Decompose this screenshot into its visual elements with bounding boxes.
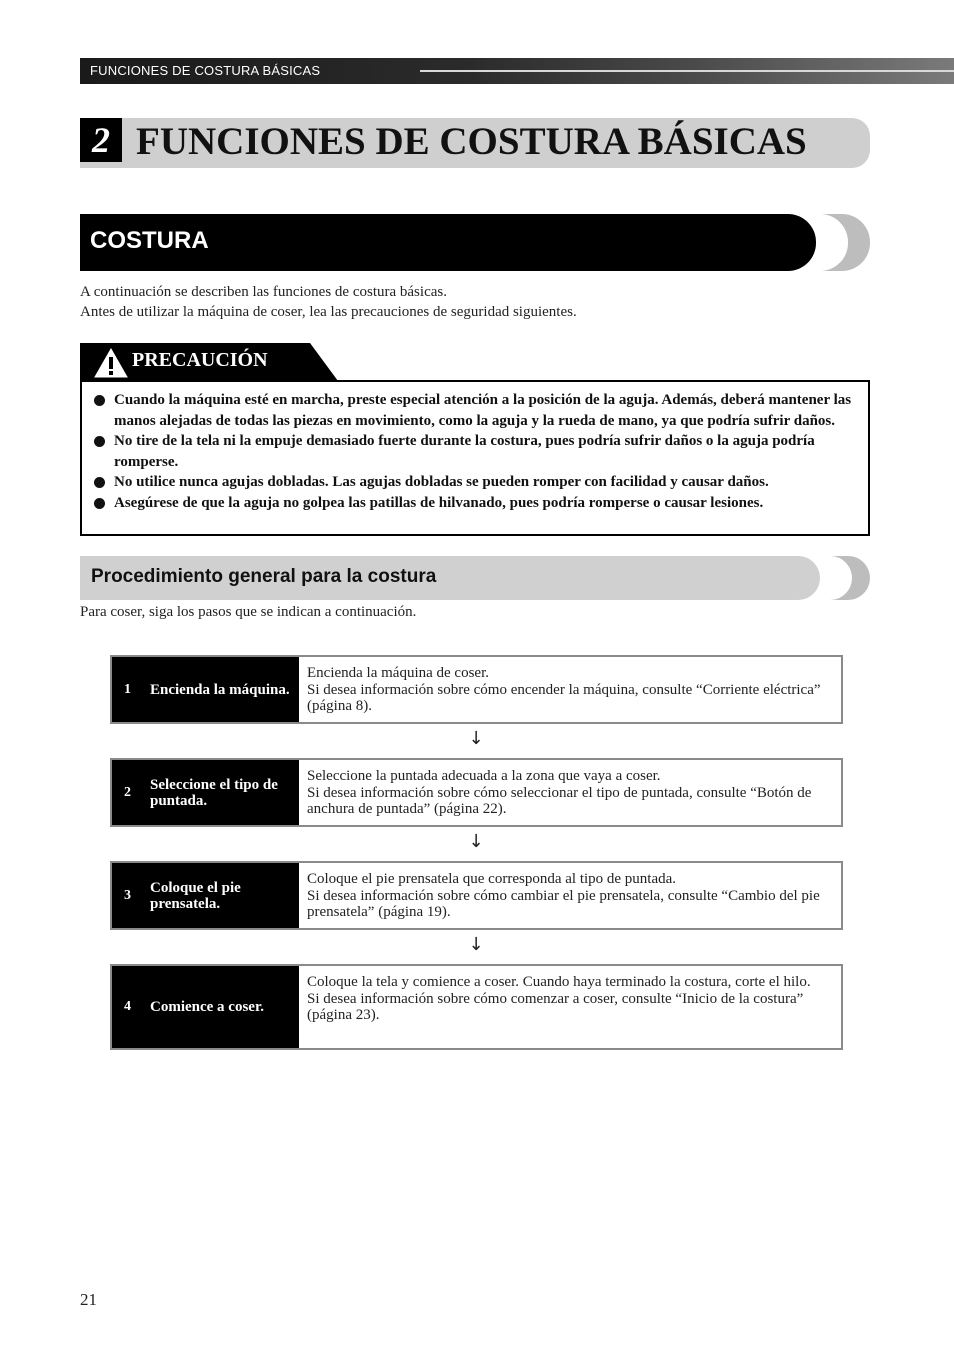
subsection-bar — [80, 556, 820, 600]
page-number: 21 — [80, 1290, 97, 1309]
step-line: Encienda la máquina de coser. — [307, 665, 490, 681]
section-header — [80, 214, 870, 271]
down-arrow-icon: ↓ — [468, 934, 484, 955]
subsection-intro: Para coser, siga los pasos que se indican a continuación. — [80, 604, 417, 620]
chapter-number: 2 — [80, 118, 122, 162]
step-header — [112, 657, 299, 722]
step-title: Seleccione el tipo de puntada. — [150, 776, 278, 809]
step-number: 1 — [124, 681, 131, 697]
step-header — [112, 863, 299, 928]
bullet-icon — [94, 436, 105, 447]
bullet-icon — [94, 395, 105, 406]
step-title: Comience a coser. — [150, 999, 264, 1015]
subsection-title: Procedimiento general para la costura — [91, 566, 437, 587]
step-description — [307, 768, 833, 818]
step-line: Seleccione la puntada adecuada a la zona que vaya a coser. — [307, 768, 661, 784]
step-number: 3 — [124, 887, 131, 903]
caution-item — [92, 493, 854, 514]
chapter-title: FUNCIONES DE COSTURA BÁSICAS — [136, 120, 807, 163]
caution-list — [82, 382, 868, 513]
step-number: 2 — [124, 784, 131, 800]
caution-item — [92, 390, 854, 431]
bullet-icon — [94, 477, 105, 488]
intro-line: A continuación se describen las funciones de costura básicas. — [80, 284, 447, 300]
step-number: 4 — [124, 999, 131, 1014]
step-line: Si desea información sobre cómo seleccionar el tipo de puntada, consulte “Botón de anchura de puntada” (página 22). — [307, 784, 812, 817]
step-line: Si desea información sobre cómo comenzar a coser, consulte “Inicio de la costura” (página 23). — [307, 990, 804, 1023]
down-arrow-icon: ↓ — [468, 831, 484, 852]
caution-item-text: Cuando la máquina esté en marcha, preste especial atención a la posición de la aguja. Además, deberá mantener las manos alejadas de todas las piezas en movimiento, como la aguja y la rueda de mano, ya que podría sufrir daños. — [114, 392, 852, 429]
chapter-title-bar — [80, 118, 870, 168]
step-4 — [110, 964, 843, 1050]
subsection-header — [80, 556, 870, 600]
running-header — [80, 58, 954, 84]
caution-item-text: Asegúrese de que la aguja no golpea las patillas de hilvanado, pues podría romperse o causar lesiones. — [114, 494, 764, 511]
step-line: Si desea información sobre cómo encender la máquina, consulte “Corriente eléctrica” (página 8). — [307, 681, 821, 714]
step-3 — [110, 861, 843, 930]
caution-item — [92, 431, 854, 472]
caution-item — [92, 472, 854, 493]
bullet-icon — [94, 498, 105, 509]
intro-text — [80, 282, 577, 322]
step-line: Coloque el pie prensatela que corresponda al tipo de puntada. — [307, 871, 677, 887]
section-title: COSTURA — [90, 227, 209, 254]
caution-item-text: No tire de la tela ni la empuje demasiado fuerte durante la costura, pues podría sufrir daños o la aguja podría romperse. — [114, 433, 815, 470]
step-1 — [110, 655, 843, 724]
section-bar — [80, 214, 816, 271]
step-2 — [110, 758, 843, 827]
step-line: Si desea información sobre cómo cambiar el pie prensatela, consulte “Cambio del pie prensatela” (página 19). — [307, 887, 820, 920]
warning-triangle-icon — [94, 348, 128, 378]
step-header — [112, 760, 299, 825]
running-header-rule — [420, 70, 954, 72]
step-description — [307, 871, 833, 921]
step-title: Coloque el pie prensatela. — [150, 879, 241, 912]
down-arrow-icon: ↓ — [468, 728, 484, 749]
step-title: Encienda la máquina. — [150, 681, 290, 698]
caution-label: PRECAUCIÓN — [132, 349, 268, 371]
step-line: Coloque la tela y comience a coser. Cuando haya terminado la costura, corte el hilo. — [307, 974, 811, 990]
step-header — [112, 966, 299, 1048]
running-header-text: FUNCIONES DE COSTURA BÁSICAS — [90, 63, 321, 78]
step-description — [307, 665, 833, 715]
caution-tab — [80, 343, 338, 381]
intro-line: Antes de utilizar la máquina de coser, lea las precauciones de seguridad siguientes. — [80, 304, 577, 320]
caution-box — [80, 380, 870, 536]
caution-item-text: No utilice nunca agujas dobladas. Las agujas dobladas se pueden romper con facilidad y causar daños. — [114, 474, 769, 490]
step-description — [307, 974, 833, 1024]
